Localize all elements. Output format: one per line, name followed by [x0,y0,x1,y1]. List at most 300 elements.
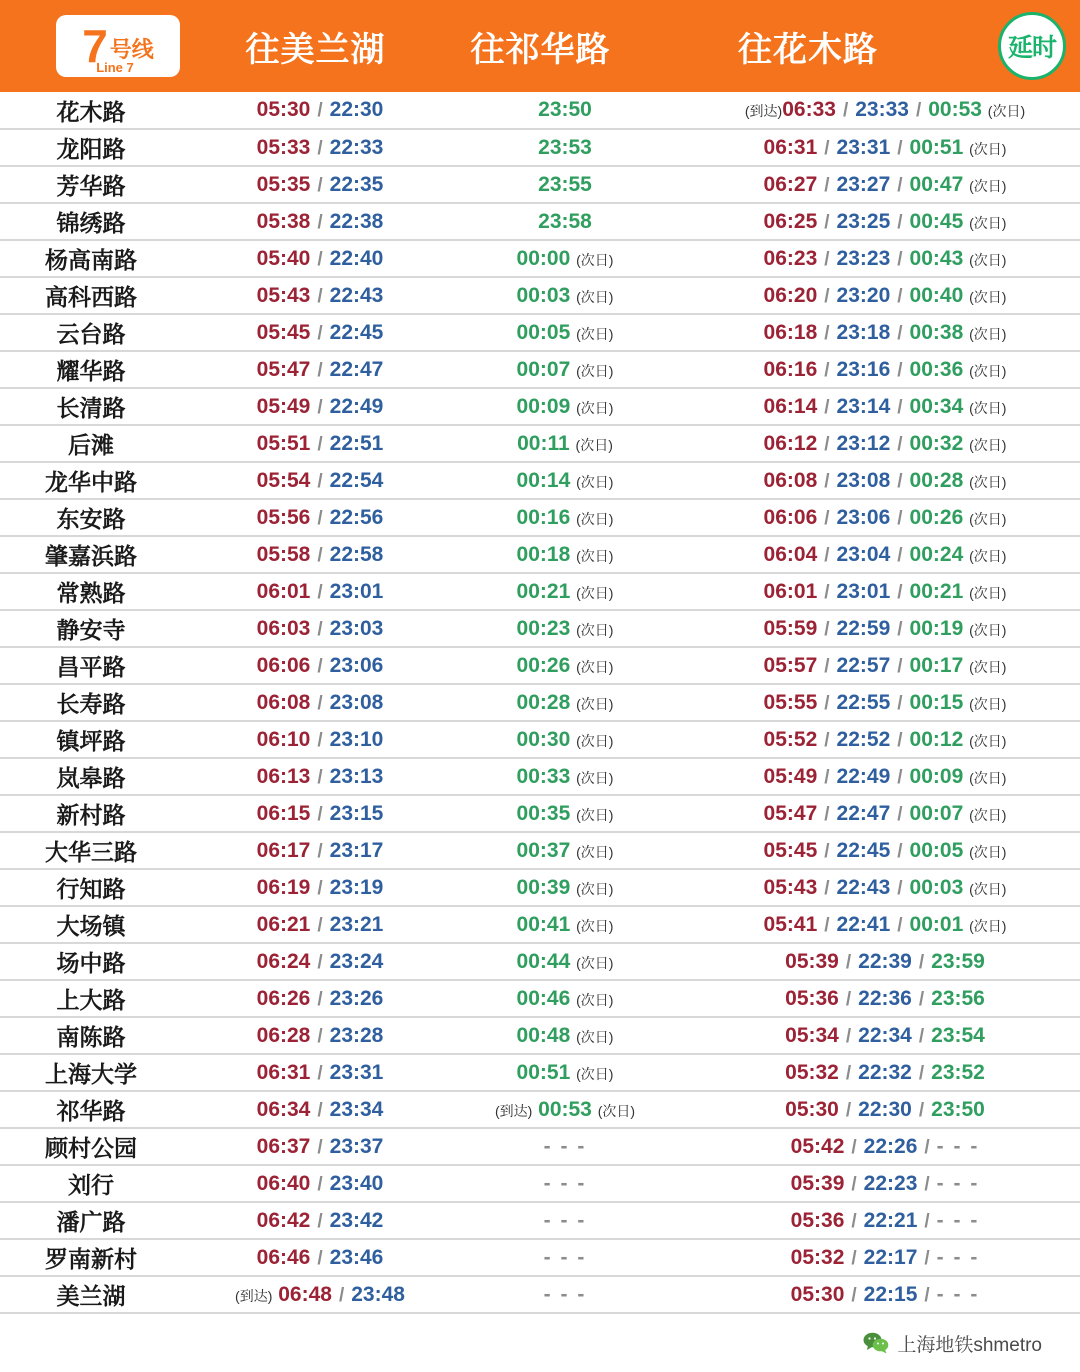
note-text: (次日) [576,399,614,416]
table-row [0,610,1080,647]
last-train-time: 23:31 [836,135,891,159]
line-number-suffix: 号线 [109,37,154,62]
wechat-icon [863,1332,889,1354]
table-row [0,166,1080,203]
last-train-time: 23:33 [855,98,909,121]
first-train-time: 06:06 [256,653,311,677]
separator: / [897,803,903,825]
direction-3-times [690,240,1080,277]
extended-train-time: 23:59 [931,949,985,973]
separator: / [845,951,852,973]
last-train-time: 23:04 [836,542,891,566]
direction-2-times [440,388,690,425]
station-name: 芳华路 [56,173,126,199]
separator: / [824,174,830,196]
separator: / [317,1099,323,1121]
last-train-time: 22:21 [863,1208,918,1232]
direction-3-times [690,684,1080,721]
table-row [0,240,1080,277]
last-train-time: 23:15 [329,801,384,825]
note-text: (次日) [969,399,1007,416]
direction-1-times [200,721,440,758]
last-train-time: 22:58 [329,542,384,566]
direction-3-times [690,832,1080,869]
separator: / [897,840,903,862]
extended-train-time: 00:24 [909,542,964,566]
station-name: 新村路 [56,802,126,828]
extended-train-time: 00:34 [909,394,964,418]
direction-1-times [200,832,440,869]
separator: / [317,211,323,233]
separator: / [317,137,323,159]
note-text: (次日) [576,954,614,971]
no-service: - - - [543,1245,587,1269]
first-train-time: 06:08 [763,468,818,492]
note-text: (次日) [969,510,1007,527]
direction-2-times [440,943,690,980]
extended-train-time: 00:12 [909,727,964,751]
separator: / [317,1210,323,1232]
first-train-time: 06:23 [763,246,818,270]
first-train-time: 06:13 [256,764,311,788]
direction-1-times [200,647,440,684]
note-text: (次日) [576,473,614,490]
first-train-time: 06:16 [763,357,818,381]
direction-3-times [690,203,1080,240]
first-train-time: 06:46 [256,1245,311,1269]
last-train-time: 22:41 [836,912,891,936]
last-train-time: 23:03 [329,616,384,640]
last-train-time: 23:12 [836,431,891,455]
direction-1-times [200,1017,440,1054]
direction-3-times [690,647,1080,684]
extended-train-time: 00:21 [516,579,571,603]
no-service: - - - [936,1134,980,1158]
separator: / [824,359,830,381]
first-train-time: 05:35 [256,172,311,196]
last-train-time: 22:36 [858,986,912,1010]
extended-train-time: 00:07 [516,357,571,381]
separator: / [897,766,903,788]
first-train-time: 05:45 [763,838,818,862]
separator: / [851,1136,857,1158]
station-name: 祁华路 [56,1098,126,1124]
extended-train-time: 00:53 [538,1097,592,1121]
direction-1-times [200,1054,440,1091]
extended-train-time: 00:03 [516,283,571,307]
last-train-time: 22:39 [858,949,912,973]
last-train-time: 23:24 [329,949,384,973]
separator: / [851,1210,857,1232]
no-service: - - - [936,1282,980,1306]
no-service: - - - [543,1134,587,1158]
last-train-time: 23:21 [329,912,384,936]
last-train-time: 23:16 [836,357,891,381]
separator: / [317,877,323,899]
note-text: (次日) [969,325,1007,342]
direction-1-times [200,980,440,1017]
table-row [0,1239,1080,1276]
station-name: 潘广路 [56,1209,126,1235]
first-train-time: 05:58 [256,542,311,566]
extended-train-time: 00:19 [909,616,964,640]
direction-3-times [690,425,1080,462]
separator: / [824,470,830,492]
direction-1-times [200,240,440,277]
note-text: (次日) [969,658,1007,675]
direction-1-times [200,1091,440,1128]
note-text: (次日) [969,362,1007,379]
first-train-time: 05:49 [763,764,818,788]
direction-3-times [690,869,1080,906]
station-name: 龙阳路 [56,136,126,162]
direction-2-times [440,1017,690,1054]
first-train-time: 05:47 [256,357,311,381]
direction-1-times [200,795,440,832]
note-text: (次日) [969,584,1007,601]
direction-1-times [200,1276,440,1313]
note-text: (次日) [575,436,613,453]
separator: / [824,877,830,899]
first-train-time: 06:10 [256,727,311,751]
extended-train-time: 00:11 [517,431,570,455]
separator: / [824,211,830,233]
note-text: (次日) [969,436,1007,453]
station-name: 场中路 [56,950,126,976]
direction-2-times [440,425,690,462]
separator: / [824,766,830,788]
direction-2-times [440,1091,690,1128]
extended-train-time: 00:00 [516,246,571,270]
last-train-time: 23:20 [836,283,891,307]
station-name: 锦绣路 [56,210,126,236]
separator: / [897,248,903,270]
line-number: 7 [82,20,108,72]
separator: / [824,322,830,344]
extended-train-time: 00:32 [909,431,964,455]
last-train-time: 23:40 [329,1171,384,1195]
station-name: 刘行 [68,1172,114,1198]
table-row [0,92,1080,129]
separator: / [824,840,830,862]
separator: / [317,322,323,344]
last-train-time: 22:57 [836,653,891,677]
no-service: - - - [543,1208,587,1232]
direction-1-times [200,92,440,129]
note-text: (次日) [576,695,614,712]
direction-1-times [200,425,440,462]
direction-2-times [440,610,690,647]
note-text: (次日) [969,843,1007,860]
last-train-time: 23:19 [329,875,384,899]
last-train-time: 23:08 [836,468,891,492]
separator: / [851,1247,857,1269]
first-train-time: 06:19 [256,875,311,899]
separator: / [897,174,903,196]
separator: / [897,137,903,159]
table-row [0,832,1080,869]
last-train-time: 22:35 [329,172,384,196]
last-train-time: 22:54 [329,468,384,492]
first-train-time: 05:51 [256,431,311,455]
direction-3-times [690,536,1080,573]
direction-2-times [440,684,690,721]
direction-2-times [440,795,690,832]
first-train-time: 06:28 [256,1023,311,1047]
first-train-time: 05:41 [763,912,818,936]
direction-3-times [690,758,1080,795]
note-text: (次日) [969,769,1007,786]
station-name: 静安寺 [56,617,126,643]
direction-3-times [690,573,1080,610]
first-train-time: 05:47 [763,801,818,825]
wechat-credit [863,1330,1042,1357]
separator: / [824,803,830,825]
no-service: - - - [936,1208,980,1232]
first-train-time: 05:45 [256,320,311,344]
separator: / [317,507,323,529]
note-text: (次日) [969,214,1007,231]
direction-3-times [690,1202,1080,1239]
first-train-time: 05:30 [790,1282,845,1306]
extended-train-time: 00:03 [909,875,964,899]
separator: / [317,655,323,677]
direction-2-times [440,166,690,203]
separator: / [824,285,830,307]
direction-1-times [200,499,440,536]
first-train-time: 06:31 [763,135,818,159]
direction-2-times [440,1054,690,1091]
direction-3-times [690,314,1080,351]
direction-1-times [200,314,440,351]
table-row [0,647,1080,684]
note-text: (次日) [969,732,1007,749]
first-train-time: 06:40 [256,1171,311,1195]
direction-2-times [440,462,690,499]
direction-1-times [200,351,440,388]
station-name: 行知路 [56,876,126,902]
first-train-time: 05:39 [790,1171,845,1195]
extended-train-time: 00:30 [516,727,571,751]
separator: / [851,1173,857,1195]
station-name: 上海大学 [45,1061,137,1087]
table-row [0,1128,1080,1165]
direction-2-times [440,869,690,906]
direction-1-times [200,203,440,240]
separator: / [317,618,323,640]
separator: / [317,248,323,270]
last-train-time: 23:23 [836,246,891,270]
note-text: (次日) [576,843,614,860]
note-text: (次日) [597,1102,636,1119]
separator: / [824,137,830,159]
direction-1-times [200,943,440,980]
direction-1-times [200,1202,440,1239]
extended-train-time: 00:21 [909,579,964,603]
first-train-time: 06:27 [763,172,818,196]
footer [0,1314,1080,1372]
separator: / [897,359,903,381]
first-train-time: 06:25 [763,209,818,233]
direction-2-times [440,1239,690,1276]
last-train-time: 22:23 [863,1171,918,1195]
station-name: 大场镇 [56,913,126,939]
separator: / [317,988,323,1010]
station-name: 南陈路 [56,1024,126,1050]
last-train-time: 23:42 [329,1208,384,1232]
separator: / [317,174,323,196]
separator: / [897,581,903,603]
separator: / [897,507,903,529]
extended-train-time: 00:37 [516,838,571,862]
direction-3-times [690,721,1080,758]
station-name: 常熟路 [56,580,126,606]
extended-train-time: 00:33 [516,764,571,788]
wechat-text: 上海地铁shmetro [897,1334,1042,1356]
extended-train-time: 00:16 [516,505,571,529]
direction-3-times [690,906,1080,943]
table-row [0,499,1080,536]
separator: / [897,396,903,418]
extended-train-time: 00:05 [909,838,964,862]
first-train-time: 05:39 [785,949,839,973]
last-train-time: 23:18 [836,320,891,344]
separator: / [845,1099,852,1121]
no-service: - - - [936,1245,980,1269]
first-train-time: 05:36 [790,1208,845,1232]
separator: / [897,692,903,714]
station-name: 后滩 [68,432,114,458]
direction-3-times [690,499,1080,536]
last-train-time: 22:55 [836,690,891,714]
direction-1-times [200,129,440,166]
last-train-time: 23:01 [836,579,891,603]
extended-train-time: 00:38 [909,320,964,344]
note-text: (次日) [969,251,1007,268]
table-row [0,573,1080,610]
last-train-time: 23:26 [329,986,384,1010]
extended-train-time: 00:26 [516,653,571,677]
station-name: 美兰湖 [56,1283,126,1309]
station-name: 长清路 [56,395,126,421]
direction-3-times [690,610,1080,647]
note-text: (次日) [576,621,614,638]
last-train-time: 23:31 [329,1060,384,1084]
separator: / [338,1284,345,1306]
extended-service-label: 延时 [1007,34,1056,62]
direction-2-times [440,240,690,277]
direction-2-times [440,832,690,869]
station-name: 岚皋路 [56,765,126,791]
table-row [0,351,1080,388]
first-train-time: 06:04 [763,542,818,566]
direction-1-times [200,1165,440,1202]
extended-train-time: 23:53 [538,135,592,159]
first-train-time: 06:18 [763,320,818,344]
first-train-time: 05:54 [256,468,311,492]
note-text: (次日) [576,880,614,897]
note-text: (次日) [987,103,1026,119]
first-train-time: 06:12 [763,431,818,455]
note-text: (次日) [576,769,614,786]
separator: / [918,1062,925,1084]
last-train-time: 22:34 [858,1023,912,1047]
separator: / [317,1247,323,1269]
note-text: (次日) [576,547,614,564]
note-text: (次日) [969,695,1007,712]
last-train-time: 23:06 [329,653,384,677]
direction-1-times [200,573,440,610]
separator: / [824,692,830,714]
first-train-time: 06:20 [763,283,818,307]
table-row [0,203,1080,240]
separator: / [842,100,849,121]
last-train-time: 22:49 [329,394,384,418]
first-train-time: 06:17 [256,838,311,862]
separator: / [824,618,830,640]
first-train-time: 05:40 [256,246,311,270]
direction-3-times [690,462,1080,499]
direction-2-times [440,536,690,573]
table-row [0,314,1080,351]
extended-train-time: 00:43 [909,246,964,270]
extended-train-time: 00:35 [516,801,571,825]
extended-train-time: 00:45 [909,209,964,233]
extended-train-time: 23:52 [931,1060,985,1084]
last-train-time: 22:56 [329,505,384,529]
direction-header-1: 往美兰湖 [245,30,386,69]
separator: / [317,433,323,455]
extended-train-time: 00:51 [516,1060,571,1084]
separator: / [317,766,323,788]
last-train-time: 22:30 [858,1097,912,1121]
station-name: 昌平路 [56,654,126,680]
separator: / [897,544,903,566]
separator: / [924,1210,930,1232]
direction-2-times [440,351,690,388]
first-train-time: 06:08 [256,690,311,714]
separator: / [845,988,852,1010]
first-train-time: 05:38 [256,209,311,233]
station-name: 顾村公园 [45,1135,137,1161]
table-row [0,721,1080,758]
station-name: 上大路 [56,987,126,1013]
last-train-time: 23:08 [329,690,384,714]
last-train-time: 23:14 [836,394,891,418]
direction-2-times [440,314,690,351]
table-row [0,1054,1080,1091]
first-train-time: 06:48 [278,1282,332,1306]
extended-train-time: 00:53 [928,98,982,121]
line-english-label: Line 7 [96,59,134,75]
last-train-time: 22:17 [863,1245,918,1269]
first-train-time: 06:03 [256,616,311,640]
note-text: (次日) [576,288,614,305]
first-train-time: 05:30 [256,98,311,121]
separator: / [317,581,323,603]
extended-train-time: 00:07 [909,801,964,825]
direction-2-times [440,573,690,610]
first-train-time: 05:32 [785,1060,839,1084]
separator: / [317,544,323,566]
station-name: 罗南新村 [45,1246,137,1272]
separator: / [918,1099,925,1121]
table-row [0,943,1080,980]
separator: / [918,988,925,1010]
direction-header-3: 往花木路 [738,30,878,69]
separator: / [897,877,903,899]
first-train-time: 05:56 [256,505,311,529]
